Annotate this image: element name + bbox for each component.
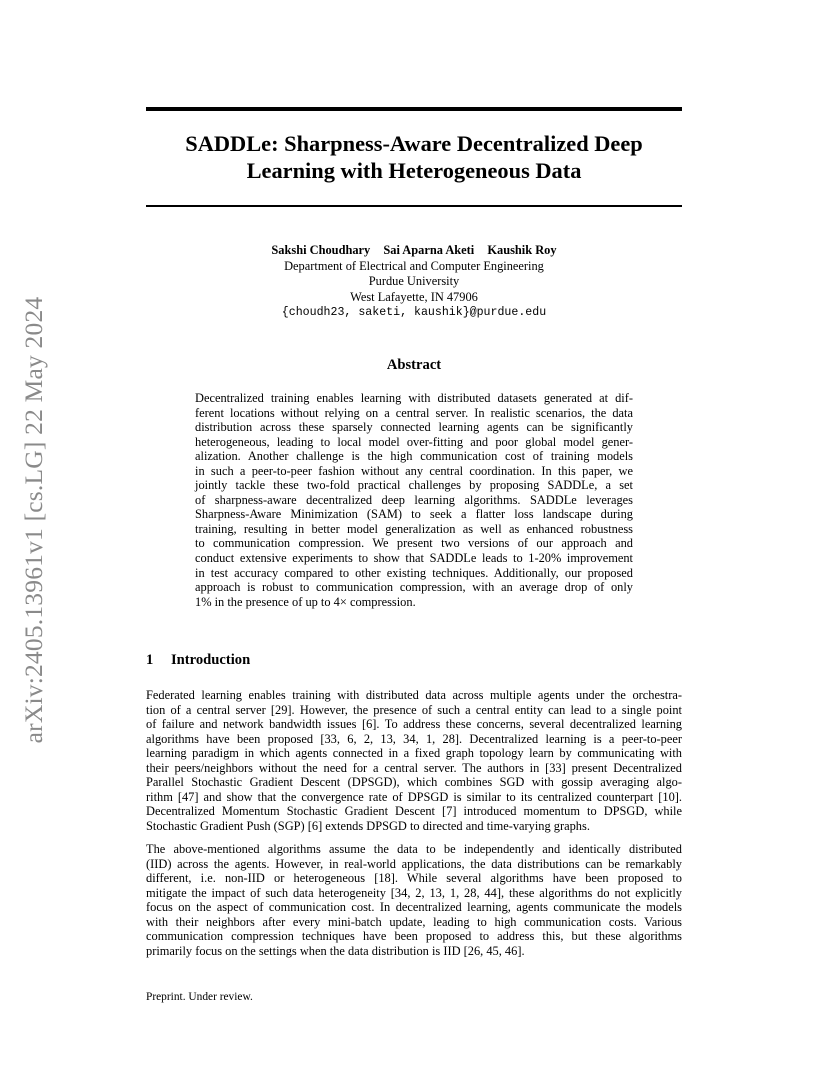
body-line: Federated learning enables training with distributed data across multiple agents under the orchestra- (146, 688, 682, 702)
title-top-rule (146, 107, 682, 111)
abstract-line: of sharpness-aware decentralized deep learning algorithms. SADDLe leverages (195, 492, 633, 507)
abstract-line: approach is robust to communication compression, with an average drop of only (195, 580, 633, 595)
body-line: Stochastic Gradient Push (SGP) [6] extends DPSGD to directed and time-varying graphs. (146, 818, 590, 833)
body-line: algorithms have been proposed [33, 6, 2, 13, 34, 1, 28]. Decentralized learning is a peer-to-peer (146, 731, 682, 746)
arxiv-identifier-stamp: arXiv:2405.13961v1 [cs.LG] 22 May 2024 (19, 296, 48, 744)
abstract-line: conduct extensive experiments to show that SADDLe leads to 1-20% improvement (195, 551, 633, 566)
body-line: different, i.e. non-IID or heterogeneous [18]. While several algorithms have been proposed to (146, 871, 682, 886)
section-heading-introduction (146, 651, 682, 669)
body-line: communication compression techniques have been proposed to address this, but these algorithms (146, 929, 682, 944)
body-line: learning paradigm in which agents connected in a fixed graph topology learn by communicating with (146, 746, 682, 761)
body-line: of failure and network bandwidth issues [6]. To address these concerns, several decentralized learning (146, 717, 682, 732)
abstract-line: to communication compression. We present two versions of our approach and (195, 536, 633, 551)
abstract-line: in such a peer-to-peer fashion without any central coordination. In this paper, we (195, 463, 633, 478)
abstract-line: 1% in the presence of up to 4× compression. (195, 594, 416, 609)
body-line: focus on the aspect of communication cost. In decentralized learning, agents communicate the models (146, 900, 682, 915)
abstract-line: Decentralized training enables learning with distributed datasets generated at dif- (195, 391, 633, 405)
author-names (146, 243, 682, 259)
introduction-paragraph-1 (146, 688, 682, 833)
section-number: 1 (146, 652, 154, 668)
abstract-line: alization. Another challenge is the high communication cost of training models (195, 449, 633, 464)
author-university: Purdue University (368, 274, 460, 289)
body-line: their peers/neighbors without the need for a central server. The authors in [33] present Decentralized (146, 760, 682, 775)
body-line: mitigate the impact of such data heterogeneity [34, 2, 13, 1, 28, 44], these algorithms do not explicitly (146, 885, 682, 900)
paper-title (146, 130, 682, 184)
introduction-paragraph-2 (146, 842, 682, 958)
author-location: West Lafayette, IN 47906 (350, 289, 478, 304)
abstract-line: ferent locations without relying on a central server. In realistic scenarios, the data (195, 405, 633, 420)
body-line: The above-mentioned algorithms assume the data to be independently and identically distributed (146, 842, 682, 856)
preprint-footer: Preprint. Under review. (146, 991, 253, 1003)
body-line: primarily focus on the settings when the data distribution is IID [26, 45, 46]. (146, 943, 525, 958)
body-line: rithm [47] and show that the convergence rate of DPSGD is similar to its centralized counterpart [10]. (146, 789, 682, 804)
author-name: Sai Aparna Aketi (383, 243, 475, 257)
body-line: Decentralized Momentum Stochastic Gradient Descent [7] introduced momentum to DPSGD, while (146, 804, 682, 819)
abstract-text (195, 391, 633, 609)
abstract-line: Sharpness-Aware Minimization (SAM) to seek a flatter loss landscape during (195, 507, 633, 522)
section-title: Introduction (171, 652, 251, 668)
body-line: Parallel Stochastic Gradient Descent (DPSGD), which combines SGD with gossip averaging algo- (146, 775, 682, 790)
author-name: Sakshi Choudhary (271, 243, 371, 257)
abstract-line: distribution across these sparsely connected learning agents can be significantly (195, 420, 633, 435)
body-line: (IID) across the agents. However, in real-world applications, the data distributions can be remarkably (146, 856, 682, 871)
paper-title-line: SADDLe: Sharpness-Aware Decentralized Deep (185, 131, 643, 156)
author-block (146, 243, 682, 321)
abstract-line: in test accuracy compared to other existing techniques. Additionally, our proposed (195, 565, 633, 580)
abstract-heading: Abstract (386, 357, 442, 373)
abstract-line: heterogeneous, leading to local model over-fitting and poor global model gener- (195, 434, 633, 449)
abstract-line: jointly tackle these two-fold practical challenges by proposing SADDLe, a set (195, 478, 633, 493)
author-name: Kaushik Roy (487, 243, 557, 257)
paper-title-line: Learning with Heterogeneous Data (246, 158, 582, 183)
body-line: tion of a central server [29]. However, the presence of such a central entity can lead to a single point (146, 702, 682, 717)
body-line: with their neighbors after every mini-batch update, leading to high communication costs. Various (146, 914, 682, 929)
abstract-line: training, resulting in better model generalization as well as enhanced robustness (195, 521, 633, 536)
title-bottom-rule (146, 205, 682, 207)
author-email: {choudh23, saketi, kaushik}@purdue.edu (281, 306, 547, 320)
author-department: Department of Electrical and Computer Engineering (284, 258, 544, 273)
